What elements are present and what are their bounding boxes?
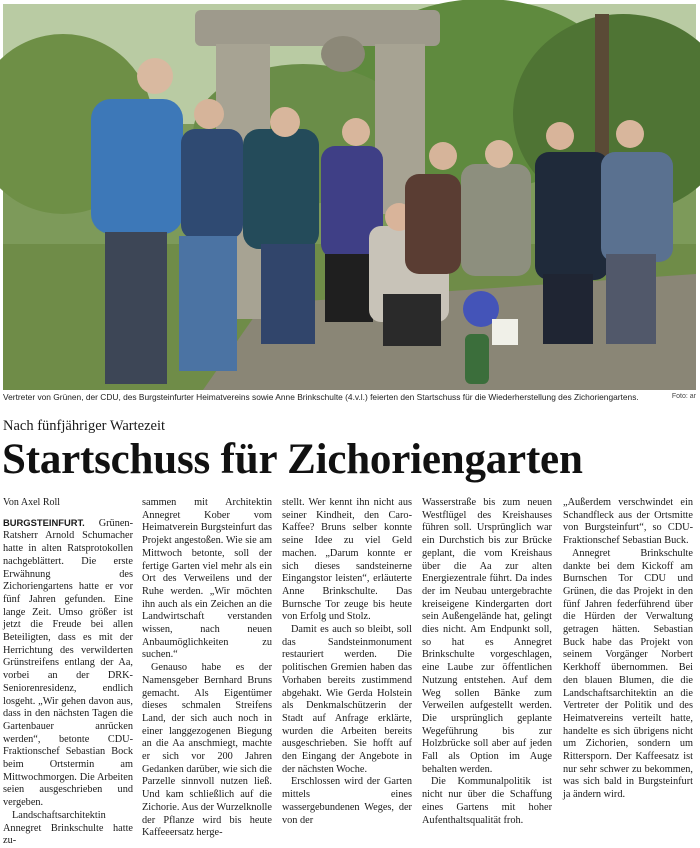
article-column-1 xyxy=(3,497,133,847)
group-photo xyxy=(3,4,696,390)
paragraph: Landschaftsarchitektin Annegret Brinkschulte hatte zu- xyxy=(3,809,133,847)
paragraph: sammen mit Architektin Annegret Kober vom Heimatverein Burgsteinfurt das Projekt angestoßen. Wie sie am Mittwoch betonte, soll der fertige Garten viel mehr als ein Ort des Verweilens und der Ruhe werden. „Wir möchten ihn auch als ein Zeichen an die Landwirtschaft verstanden wissen, nach neuen Anbaumöglichkeiten zu suchen.“ xyxy=(142,497,272,661)
paragraph: Genauso habe es der Namensgeber Bernhard Bruns gemacht. Als Eigentümer dieses schmalen Streifens Land, der sich auch noch in einer langgezogenen Biegung an die Aa anschmiegt, machte er sich vor 200 Jahren Gedanken darüber, wie sich die Parzelle sinnvoll nutzen ließ. Und kam schließlich auf die Zichorie. Aus der Wurzelknolle der Pflanze wird bis heute Kaffeeersatz herge- xyxy=(142,662,272,839)
dateline: BURGSTEINFURT. xyxy=(3,516,85,528)
photo-illustration xyxy=(3,4,696,390)
paragraph xyxy=(3,517,133,810)
article-headline: Startschuss für Zichoriengarten xyxy=(2,436,583,483)
paragraph: Die Kommunalpolitik ist nicht nur über die Schaffung eines Gartens mit hoher Aufenthaltsqualität froh. xyxy=(422,776,552,826)
paragraph: Damit es auch so bleibt, soll das Sandsteinmonument restauriert werden. Die politischen Gremien haben das Vorhaben bereits zustimmend abgehakt. Wie Gerda Holstein als Denkmalschützerin der Stadt auf Anfrage erklärte, wurden die Arbeiten bereits ausgeschrieben. Sie hofft auf den Eingang der Angebote in der nächsten Woche. xyxy=(282,624,412,775)
article-kicker: Nach fünfjähriger Wartezeit xyxy=(3,418,166,434)
article-column-2 xyxy=(142,497,272,839)
photo-credit: Foto: ar xyxy=(671,393,696,400)
paragraph: Annegret Brinkschulte dankte bei dem Kickoff am Burnschen Tor CDU und Grünen, die das Projekt in den fünf Jahren federführend über die Hürden der Verwaltung getragen hätten. Sebastian Buck habe das Projekt von seinem Vorgänger Norbert Kerkhoff übernommen. Bei den blauen Blumen, die die Landschaftsarchitektin an die Vertreter der Politik und des Heimatvereins verteilt hatte, handelte es sich übrigens nicht um Zichorien, sondern um Rittersporn. Der Kaffeesatz ist nur sehr schwer zu bekommen, was sich bald in Burgsteinfurt ja ändern wird. xyxy=(563,547,693,801)
article-column-3 xyxy=(282,497,412,826)
photo-caption: Vertreter von Grünen, der CDU, des Burgsteinfurter Heimatvereins sowie Anne Brinkschulte (4.v.l.) feierten den Startschuss für die Wiederherstellung des Zichoriengartens. xyxy=(3,392,639,402)
article-column-4 xyxy=(422,497,552,826)
byline: Von Axel Roll xyxy=(3,497,61,508)
paragraph: „Außerdem verschwindet ein Schandfleck aus der Ortsmitte von Burgsteinfurt“, so CDU-Fraktionschef Sebastian Buck. xyxy=(563,497,693,547)
article-column-5 xyxy=(563,497,693,801)
paragraph: stellt. Wer kennt ihn nicht aus seiner Kindheit, den Caro-Kaffee? Bruns selber konnte seine Idee zu viel Geld machen. „Darum konnte er sich dieses sandsteinerne Eingangstor leisten“, erläuterte Anne Brinkschulte. Das Burnsche Tor zeuge bis heute von Erfolg und Stolz. xyxy=(282,497,412,623)
paragraph: Wasserstraße bis zum neuen Westflügel des Kreishauses führen soll. Ursprünglich war ein Durchstich bis zur Brücke geplant, die vom Kreishaus über die Aa zur alten Energiezentrale führt. Da indes der im Neubau untergebrachte kreiseigene Kindergarten dort sein Außengelände hat, gelingt dies nicht. Am Endpunkt soll, so hat es Annegret Brinkschulte vorgeschlagen, eine Laube zur öffentlichen Nutzung entstehen. Auf dem Weg sollen Bänke zum Verweilen aufgestellt werden. Die ursprünglich geplante Wegeführung bis zur Holzbrücke soll aber auf jeden Fall als Option im Auge behalten werden. xyxy=(422,497,552,775)
paragraph: Erschlossen wird der Garten mittels eines wassergebundenen Weges, der von der xyxy=(282,776,412,826)
paragraph-text: Grünen-Ratsherr Arnold Schumacher hatte in alten Ratsprotokollen nachgeblättert. Die erste Erwähnung des Zichoriengartens hatte er vor fünf Jahren gefunden. Eine lange Zeit. Umso größer ist jetzt die Freude bei allen Beteiligten, dass es mit der Herrichtung des verwilderten Grünstreifens entlang der Aa, vorbei an der DRK-Seniorenresidenz, endlich losgeht. „Wir gehen davon aus, dass in den nächsten Tagen die Gartenbauer anrücken werden“, betonte CDU-Fraktionschef Sebastian Bock beim Ortstermin am Mittwochmorgen. Die Arbeiten seien ausgeschrieben und vergeben. xyxy=(3,517,133,809)
